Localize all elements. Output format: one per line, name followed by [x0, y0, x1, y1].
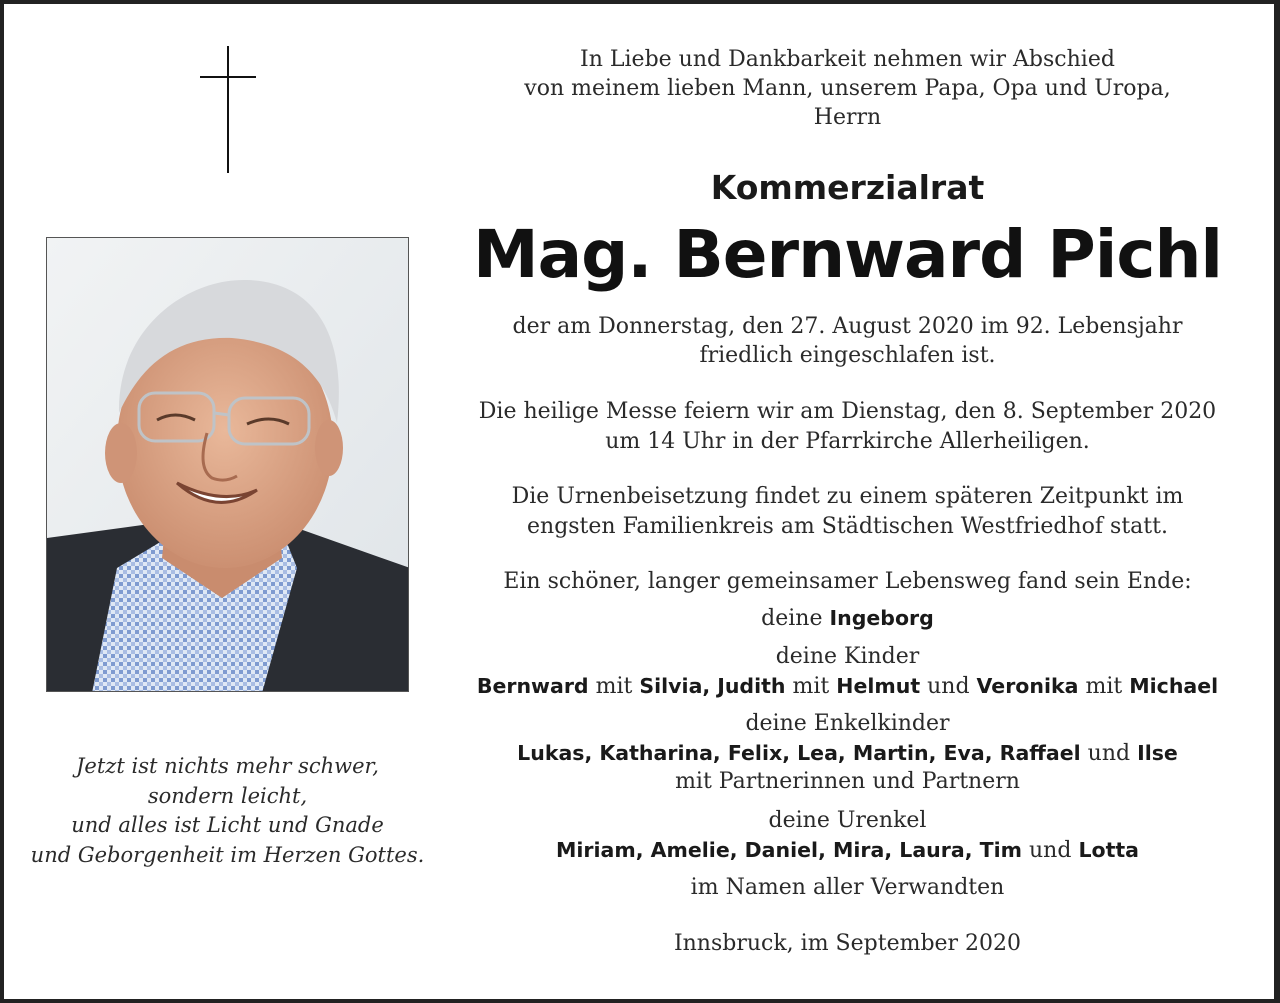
portrait-photo [46, 237, 409, 692]
quote-line: sondern leicht, [147, 783, 308, 808]
child-name: Judith [717, 674, 786, 698]
greatgrandchild-name: Lotta [1078, 838, 1140, 862]
children-line [455, 672, 1240, 701]
quote-line: und Geborgenheit im Herzen Gottes. [30, 842, 425, 867]
deceased-name: Mag. Bernward Pichl [472, 216, 1223, 293]
quote-line: und alles ist Licht und Gnade [71, 813, 384, 837]
intro-line-3: Herrn [813, 105, 882, 130]
grandchildren-names: Lukas, Katharina, Felix, Lea, Martin, Eva, Raffael [517, 741, 1081, 765]
intro-line-1: In Liebe und Dankbarkeit nehmen wir Abschied [580, 47, 1115, 72]
intro-line-2: von meinem lieben Mann, unserem Papa, Opa und Uropa, [524, 76, 1171, 101]
grandchildren-partners: mit Partnerinnen und Partnern [675, 769, 1020, 794]
connector-text: mit [1085, 674, 1123, 699]
connector-text: und [1087, 741, 1131, 766]
child-name: Veronika [976, 674, 1079, 698]
partner-name: Michael [1129, 674, 1219, 698]
connector-text: mit [792, 674, 830, 699]
relatives-line: im Namen aller Verwandten [690, 875, 1005, 900]
honorific-title: Kommerzialrat [710, 168, 985, 207]
mass-line-1: Die heilige Messe feiern wir am Dienstag, den 8. September 2020 [478, 399, 1217, 424]
greatgrandchildren-names: Miriam, Amelie, Daniel, Mira, Laura, Tim [555, 838, 1023, 862]
wife-line [455, 604, 1240, 633]
death-line-2: friedlich eingeschlafen ist. [699, 343, 996, 368]
partner-name: Silvia, [639, 674, 711, 698]
farewell-line: Ein schöner, langer gemeinsamer Lebensweg fand sein Ende: [503, 569, 1192, 594]
burial-line-1: Die Urnenbeisetzung findet zu einem späteren Zeitpunkt im [511, 484, 1184, 509]
quote-block [10, 752, 445, 870]
place-date: Innsbruck, im September 2020 [673, 931, 1022, 956]
partner-name: Helmut [836, 674, 921, 698]
children-label: deine Kinder [775, 644, 920, 669]
connector-text: und [927, 674, 970, 699]
death-line-1: der am Donnerstag, den 27. August 2020 im 92. Lebensjahr [512, 314, 1183, 339]
burial-line-2: engsten Familienkreis am Städtischen Westfriedhof statt. [527, 514, 1168, 539]
grandchildren-line [455, 739, 1240, 768]
connector-text: mit [595, 674, 633, 699]
wife-name: Ingeborg [829, 606, 934, 630]
greatgrandchildren-label: deine Urenkel [768, 808, 927, 833]
quote-line: Jetzt ist nichts mehr schwer, [76, 754, 379, 778]
mass-line-2: um 14 Uhr in der Pfarrkirche Allerheiligen. [605, 429, 1090, 454]
connector-text: und [1029, 838, 1072, 863]
cross-icon [200, 46, 256, 173]
wife-prefix: deine [761, 606, 823, 631]
greatgrandchildren-line [455, 836, 1240, 865]
child-name: Bernward [476, 674, 589, 698]
grandchild-name: Ilse [1137, 741, 1178, 765]
grandchildren-label: deine Enkelkinder [745, 711, 950, 736]
